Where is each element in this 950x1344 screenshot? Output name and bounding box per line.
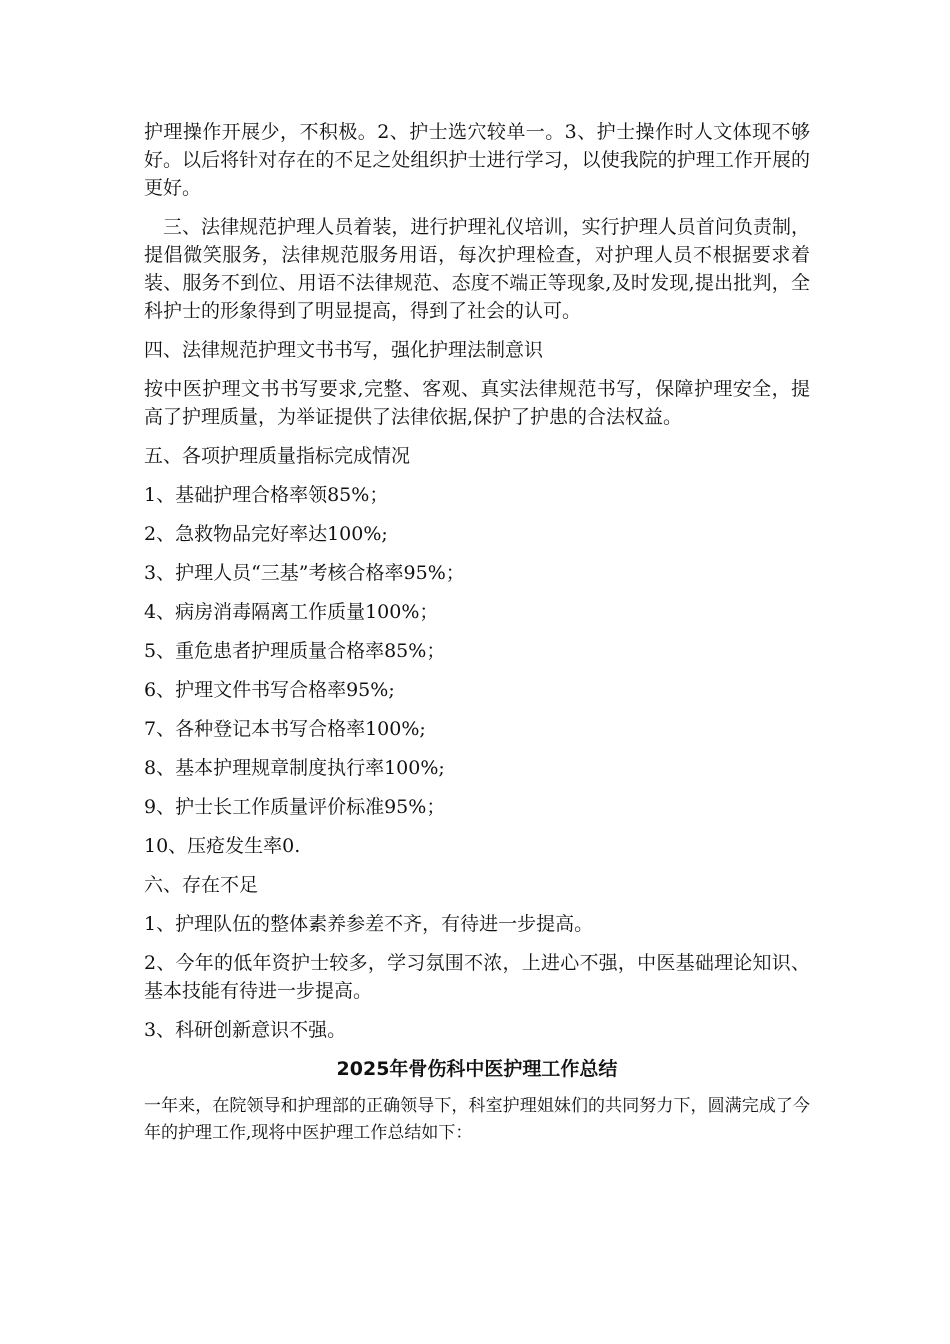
list-item-shortcoming-2: 2、今年的低年资护士较多，学习氛围不浓，上进心不强，中医基础理论知识、基本技能有待进一步提高。 <box>144 952 810 1002</box>
heading-section-four: 四、法律规范护理文书书写，强化护理法制意识 <box>144 339 544 361</box>
list-item-shortcoming-3: 3、科研创新意识不强。 <box>144 1019 347 1041</box>
list-item-quality-3: 3、护理人员“三基”考核合格率95%； <box>144 562 465 584</box>
list-item-quality-10: 10、压疮发生率0. <box>144 835 301 857</box>
list-item-quality-8: 8、基本护理规章制度执行率100%; <box>144 757 445 779</box>
list-item-quality-4: 4、病房消毒隔离工作质量100%； <box>144 601 439 623</box>
heading-section-six: 六、存在不足 <box>144 874 259 896</box>
list-item-quality-6: 6、护理文件书写合格率95%; <box>144 679 395 701</box>
paragraph-nursing-operations: 护理操作开展少，不积极。2、护士选穴较单一。3、护士操作时人文体现不够好。以后将针对存在的不足之处组织护士进行学习，以使我院的护理工作开展的更好。 <box>144 121 810 199</box>
heading-section-five: 五、各项护理质量指标完成情况 <box>144 445 411 467</box>
intro-paragraph: 一年来，在院领导和护理部的正确领导下，科室护理姐妹们的共同努力下，圆满完成了今年的护理工作,现将中医护理工作总结如下： <box>144 1096 810 1143</box>
list-item-quality-9: 9、护士长工作质量评价标准95%； <box>144 796 446 818</box>
list-item-quality-1: 1、基础护理合格率领85%； <box>144 484 389 506</box>
document-page <box>144 118 810 1158</box>
paragraph-section-three: 三、法律规范护理人员着装，进行护理礼仪培训，实行护理人员首问负责制，提倡微笑服务，法律规范服务用语，每次护理检查，对护理人员不根据要求着装、服务不到位、用语不法律规范、态度不端正等现象,及时发现,提出批判，全科护士的形象得到了明显提高，得到了社会的认可。 <box>144 216 810 322</box>
list-item-quality-2: 2、急救物品完好率达100%; <box>144 523 388 545</box>
document-title: 2025年骨伤科中医护理工作总结 <box>336 1058 618 1080</box>
list-item-quality-5: 5、重危患者护理质量合格率85%； <box>144 640 446 662</box>
paragraph-section-four-body: 按中医护理文书书写要求,完整、客观、真实法律规范书写，保障护理安全，提高了护理质量，为举证提供了法律依据,保护了护患的合法权益。 <box>144 378 810 428</box>
list-item-shortcoming-1: 1、护理队伍的整体素养参差不齐，有待进一步提高。 <box>144 913 594 935</box>
list-item-quality-7: 7、各种登记本书写合格率100%; <box>144 718 426 740</box>
